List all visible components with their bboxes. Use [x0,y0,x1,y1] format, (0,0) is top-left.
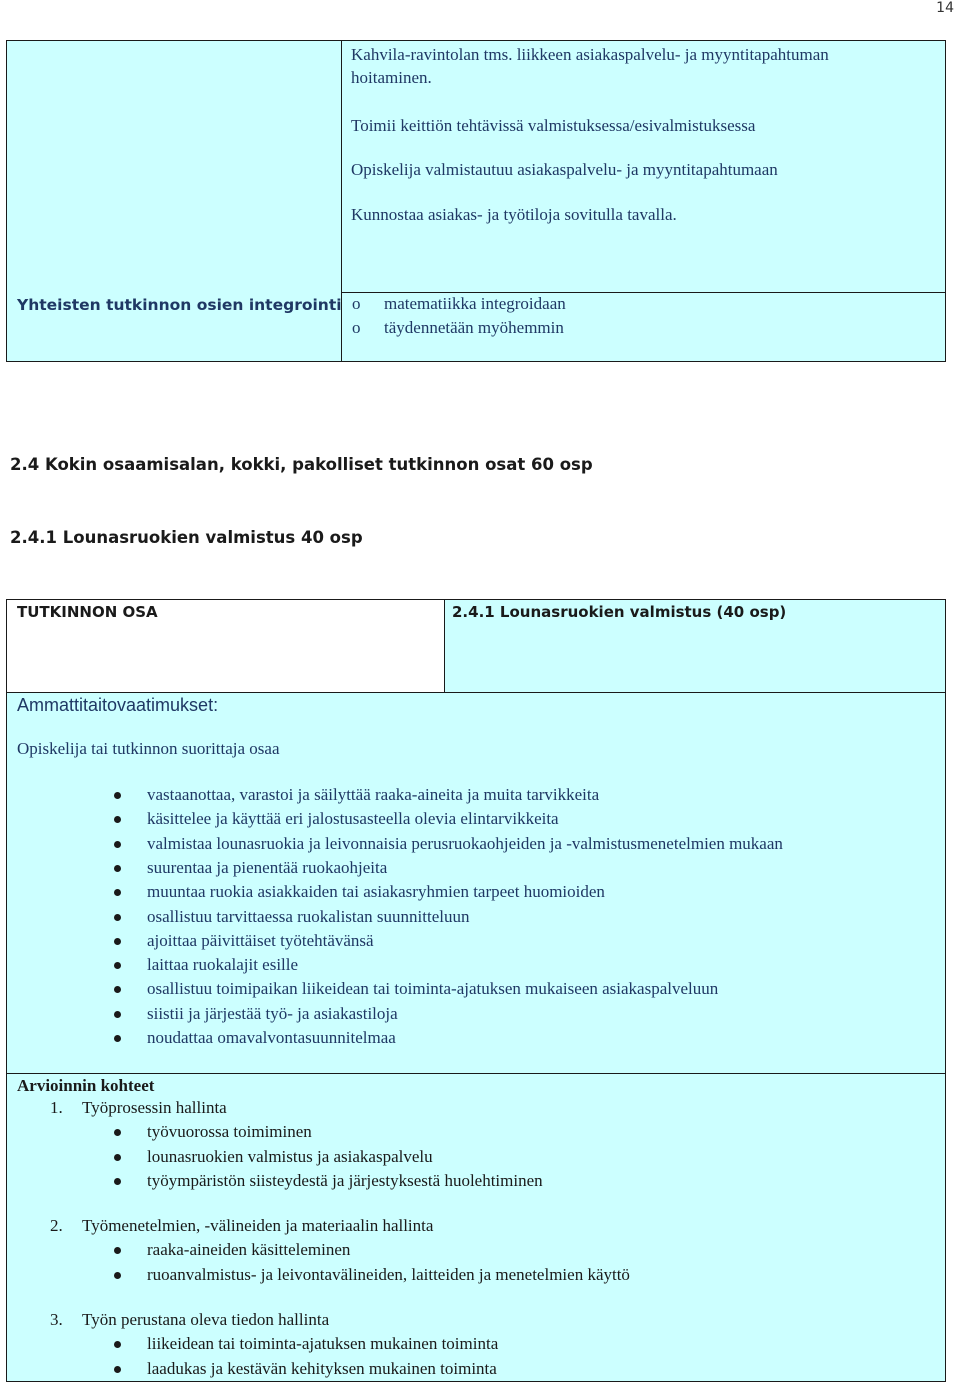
assessment-group-title: Työn perustana oleva tiedon hallinta [82,1310,330,1329]
bullet-dot [114,816,121,823]
bullet-dot [114,938,121,945]
bullet-dot [114,1247,121,1254]
bullet-dot [114,792,121,799]
bullet-dot [114,1154,121,1161]
skill-item: muuntaa ruokia asiakkaiden tai asiakasryhmien tarpeet huomioiden [147,882,605,901]
assessment-item: työvuorossa toimiminen [147,1122,312,1141]
integration-item-2: täydennetään myöhemmin [384,318,564,337]
bullet-dot [114,1341,121,1348]
unit-label-right: 2.4.1 Lounasruokien valmistus (40 osp) [452,603,787,621]
bullet-dot [114,1366,121,1373]
skill-item: valmistaa lounasruokia ja leivonnaisia perusruokaohjeiden ja -valmistusmenetelmien mukaan [147,834,783,853]
bullet-dot [114,1011,121,1018]
skill-item: osallistuu tarvittaessa ruokalistan suunnitteluun [147,907,470,926]
top-line-1: Kahvila-ravintolan tms. liikkeen asiakaspalvelu- ja myyntitapahtuman [351,45,829,64]
assessment-item: raaka-aineiden käsitteleminen [147,1240,351,1259]
skill-item: noudattaa omavalvontasuunnitelmaa [147,1028,396,1047]
bullet-dot [114,986,121,993]
integration-label: Yhteisten tutkinnon osien integrointi [17,296,342,314]
skills-intro: Opiskelija tai tutkinnon suorittaja osaa [17,739,280,758]
bullet-dot [114,1178,121,1185]
integration-marker-2: o [352,318,361,337]
integration-item-1: matematiikka integroidaan [384,294,566,313]
assessment-group-title: Työprosessin hallinta [82,1098,227,1117]
bullet-dot [114,1129,121,1136]
assessment-item: ruoanvalmistus- ja leivontavälineiden, laitteiden ja menetelmien käyttö [147,1265,630,1284]
skill-item: ajoittaa päivittäiset työtehtävänsä [147,931,374,950]
bullet-dot [114,1272,121,1279]
skills-title: Ammattitaitovaatimukset: [17,695,219,715]
bullet-dot [114,1035,121,1042]
subsection-heading: 2.4.1 Lounasruokien valmistus 40 osp [10,528,363,547]
skill-item: osallistuu toimipaikan liikeidean tai toiminta-ajatuksen mukaiseen asiakaspalveluun [147,979,719,998]
assessment-number: 3. [50,1310,63,1329]
integration-marker-1: o [352,294,361,313]
top-line-3: Toimii keittiön tehtävissä valmistuksessa/esivalmistuksessa [351,116,756,135]
assessment-item: laadukas ja kestävän kehityksen mukainen toiminta [147,1359,497,1378]
bullet-dot [114,962,121,969]
unit-label-left: TUTKINNON OSA [17,603,158,621]
assessment-item: liikeidean tai toiminta-ajatuksen mukainen toiminta [147,1334,499,1353]
skill-item: siistii ja järjestää työ- ja asiakastiloja [147,1004,398,1023]
bullet-dot [114,914,121,921]
bullet-dot [114,889,121,896]
skill-item: suurentaa ja pienentää ruokaohjeita [147,858,388,877]
bullet-dot [114,865,121,872]
skill-item: vastaanottaa, varastoi ja säilyttää raaka-aineita ja muita tarvikkeita [147,785,600,804]
assessment-title: Arvioinnin kohteet [17,1076,155,1095]
page-number: 14 [936,0,954,16]
skill-item: laittaa ruokalajit esille [147,955,299,974]
bullet-dot [114,841,121,848]
assessment-item: lounasruokien valmistus ja asiakaspalvelu [147,1147,433,1166]
top-line-5: Kunnostaa asiakas- ja työtiloja sovitulla tavalla. [351,205,677,224]
skill-item: käsittelee ja käyttää eri jalostusasteella olevia elintarvikkeita [147,809,559,828]
assessment-number: 2. [50,1216,63,1235]
assessment-item: työympäristön siisteydestä ja järjestyksestä huolehtiminen [147,1171,543,1190]
top-line-2: hoitaminen. [351,68,432,87]
assessment-number: 1. [50,1098,63,1117]
top-line-4: Opiskelija valmistautuu asiakaspalvelu- ja myyntitapahtumaan [351,160,778,179]
assessment-group-title: Työmenetelmien, -välineiden ja materiaalin hallinta [82,1216,434,1235]
section-heading: 2.4 Kokin osaamisalan, kokki, pakolliset tutkinnon osat 60 osp [10,455,593,474]
